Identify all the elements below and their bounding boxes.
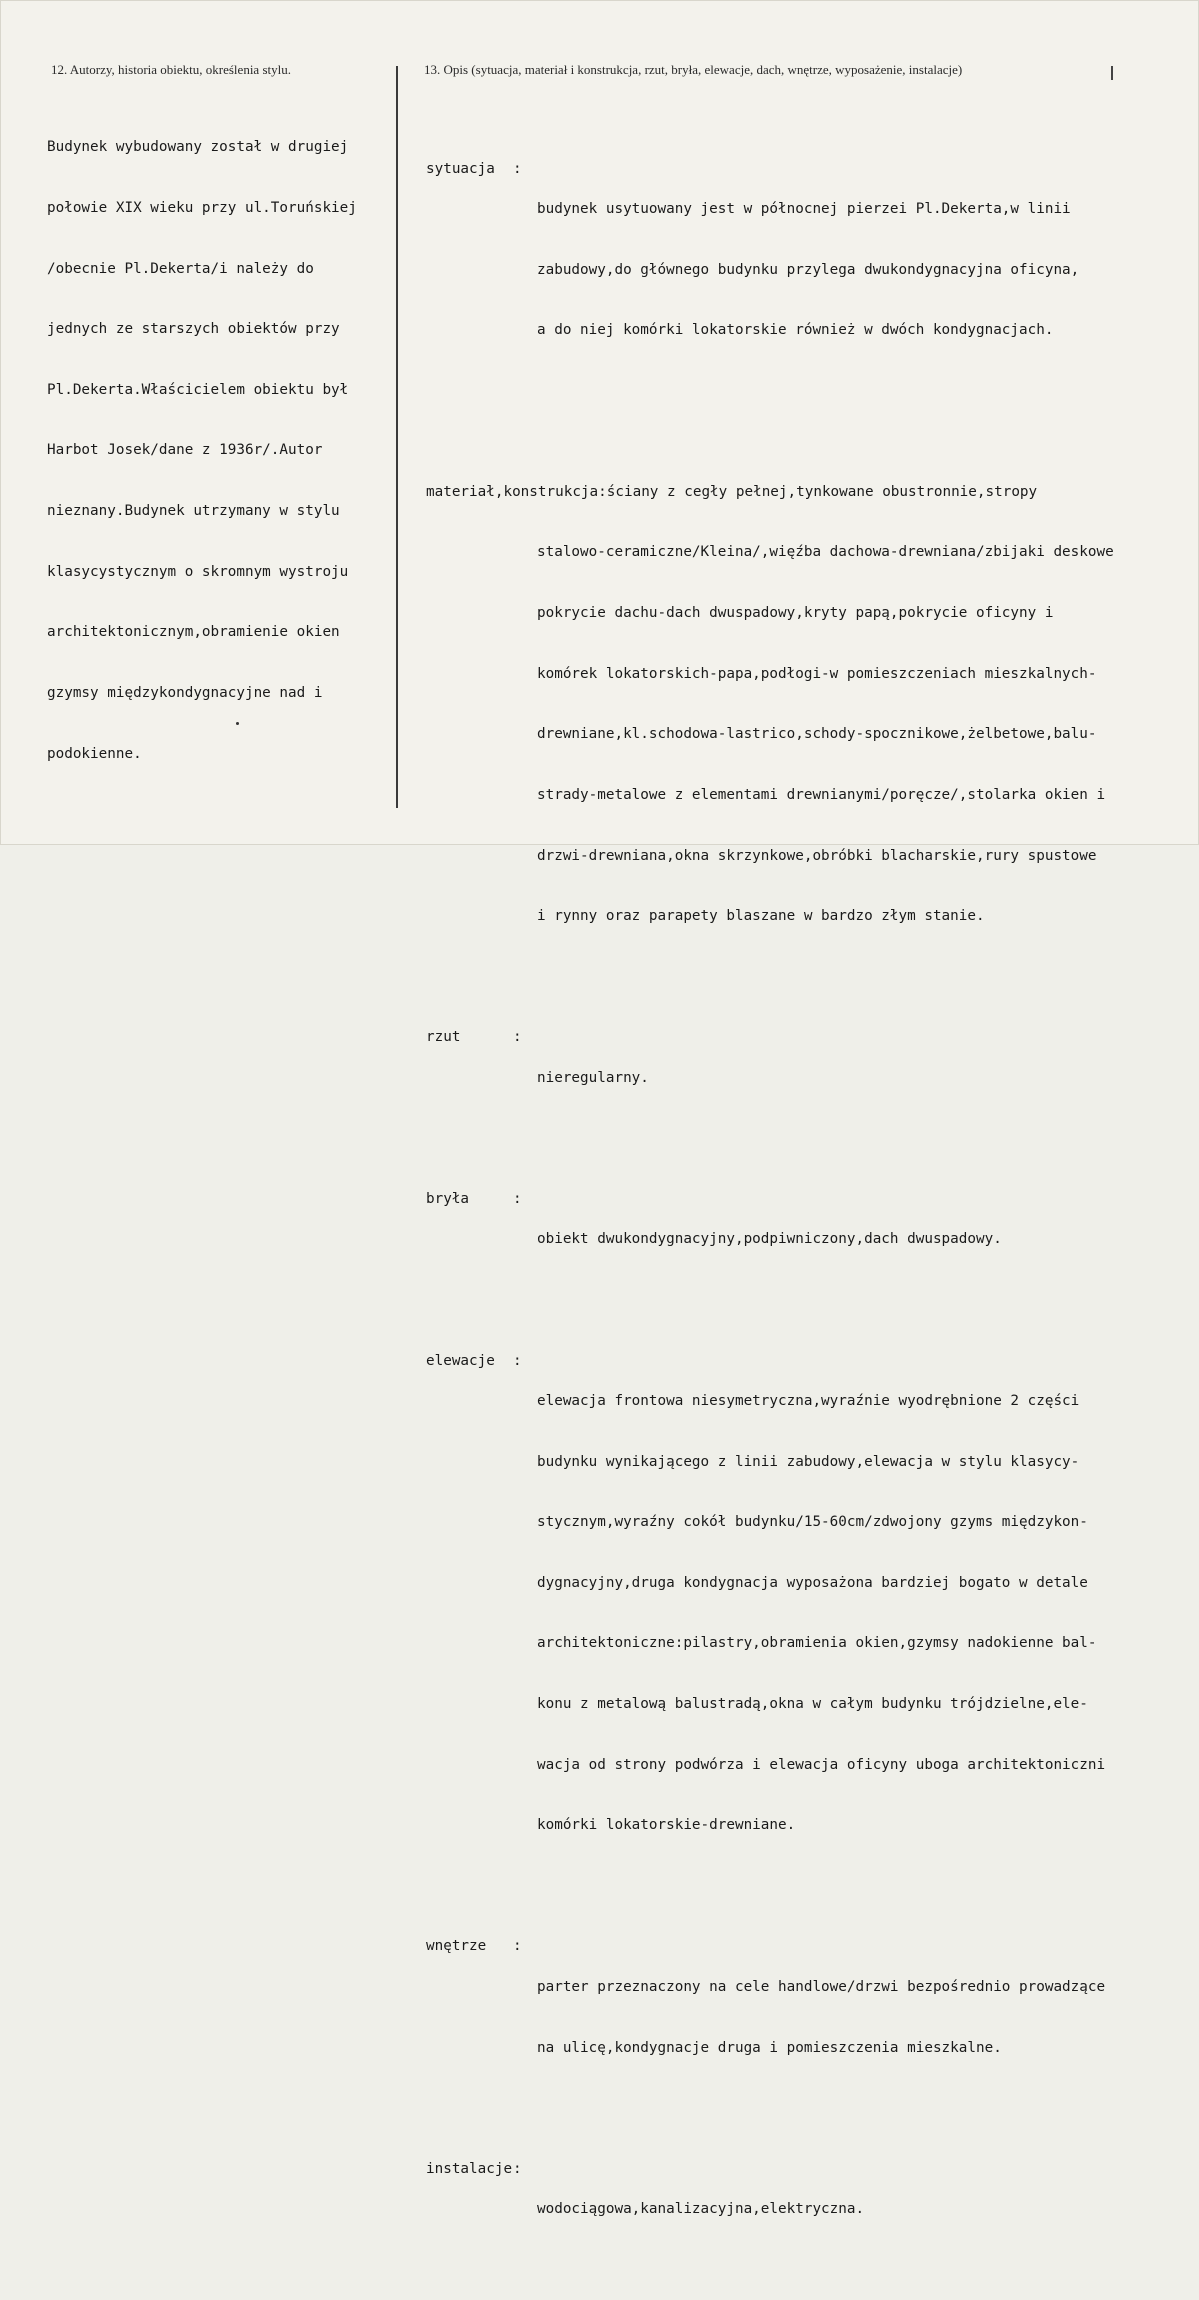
section-line: wacja od strony podwórza i elewacja oficyny uboga architektoniczni [537,1756,1106,1773]
section-label: elewacje [426,1352,495,1369]
section-label: bryła [426,1190,470,1207]
section-line: komórek lokatorskich-papa,podłogi-w pomieszczeniach mieszkalnych- [537,665,1097,682]
section-line: komórki lokatorskie-drewniane. [537,1817,796,1834]
section-line: a do niej komórki lokatorskie również w dwóch kondygnacjach. [537,322,1054,339]
section-line: budynku wynikającego z linii zabudowy,elewacja w stylu klasycy- [537,1453,1080,1470]
section-colon: : [513,160,522,177]
history-line: nieznany.Budynek utrzymany w stylu [47,503,340,520]
section-colon: : [513,1352,522,1369]
section-label: instalacje [426,2160,513,2177]
history-line: Pl.Dekerta.Właścicielem obiektu był [47,381,349,398]
description-text [426,98,1198,2300]
section-label: wnętrze [426,1938,487,1955]
section-colon: : [513,1190,522,1207]
section-line: architektoniczne:pilastry,obramienia okien,gzymsy nadokienne bal- [537,1635,1097,1652]
section-bryla [426,1189,1198,1290]
history-line: architektonicznym,obramienie okien [47,624,340,641]
section-line: i rynny oraz parapety blaszane w bardzo złym stanie. [537,908,985,925]
history-line: gzymsy międzykondygnacyjne nad i [47,684,323,701]
section-line: ściany z cegły pełnej,tynkowane obustronnie,stropy [606,483,1038,500]
section-line: elewacja frontowa niesymetryczna,wyraźnie wyodrębnione 2 części [537,1393,1080,1409]
history-line: jednych ze starszych obiektów przy [47,321,340,338]
section-line: dygnacyjny,druga kondygnacja wyposażona bardziej bogato w detale [537,1574,1088,1591]
history-line: Budynek wybudowany został w drugiej [47,139,349,156]
section-label: sytuacja [426,160,495,177]
column-divider [396,66,398,808]
section-colon: : [513,1029,522,1046]
history-line: /obecnie Pl.Dekerta/i należy do [47,260,314,277]
section-line: obiekt dwukondygnacyjny,podpiwniczony,dach dwuspadowy. [537,1231,1002,1248]
section-sytuacja [426,159,1198,381]
section-line: nieregularny. [537,1069,649,1086]
section-material [426,441,1198,966]
section-label: materiał,konstrukcja: [426,483,607,500]
section-line: drzwi-drewniana,okna skrzynkowe,obróbki blacharskie,rury spustowe [537,847,1097,864]
history-text [47,97,357,804]
section-line: parter przeznaczony na cele handlowe/drzwi bezpośrednio prowadzące [537,1978,1106,1995]
section-line: wodociągowa,kanalizacyjna,elektryczna. [537,2201,865,2218]
section-line: stalowo-ceramiczne/Kleina/,więźba dachowa-drewniana/zbijaki deskowe [537,544,1114,561]
section-wnetrze [426,1936,1198,2098]
section-line: drewniane,kl.schodowa-lastrico,schody-spocznikowe,żelbetowe,balu- [537,726,1097,743]
section-12-header: 12. Autorzy, historia obiektu, określenia stylu. [51,62,291,77]
section-line: zabudowy,do głównego budynku przylega dwukondygnacyjna oficyna, [537,261,1080,278]
section-line: strady-metalowe z elementami drewnianymi/poręcze/,stolarka okien i [537,786,1106,803]
history-line: klasycystycznym o skromnym wystroju [47,563,349,580]
section-instalacje [426,2159,1198,2260]
section-line: budynek usytuowany jest w północnej pierzei Pl.Dekerta,w linii [537,201,1071,218]
section-colon: : [513,1938,522,1955]
margin-mark [1111,66,1113,80]
section-rzut [426,1027,1198,1128]
section-elewacje [426,1351,1198,1876]
section-colon: : [513,2160,522,2177]
history-line: połowie XIX wieku przy ul.Toruńskiej [47,200,357,217]
section-label: rzut [426,1029,461,1046]
section-line: konu z metalową balustradą,okna w całym budynku trójdzielne,ele- [537,1696,1088,1713]
section-line: na ulicę,kondygnacje druga i pomieszczenia mieszkalne. [537,2039,1002,2056]
ink-dot [236,722,239,725]
history-line: Harbot Josek/dane z 1936r/.Autor [47,442,323,459]
section-line: pokrycie dachu-dach dwuspadowy,kryty papą,pokrycie oficyny i [537,605,1054,622]
history-line: podokienne. [47,745,142,762]
section-13-header: 13. Opis (sytuacja, materiał i konstrukcja, rzut, bryła, elewacje, dach, wnętrze, wyposażenie, instalacje) [424,62,963,77]
section-line: stycznym,wyraźny cokół budynku/15-60cm/zdwojony gzyms międzykon- [537,1514,1088,1531]
